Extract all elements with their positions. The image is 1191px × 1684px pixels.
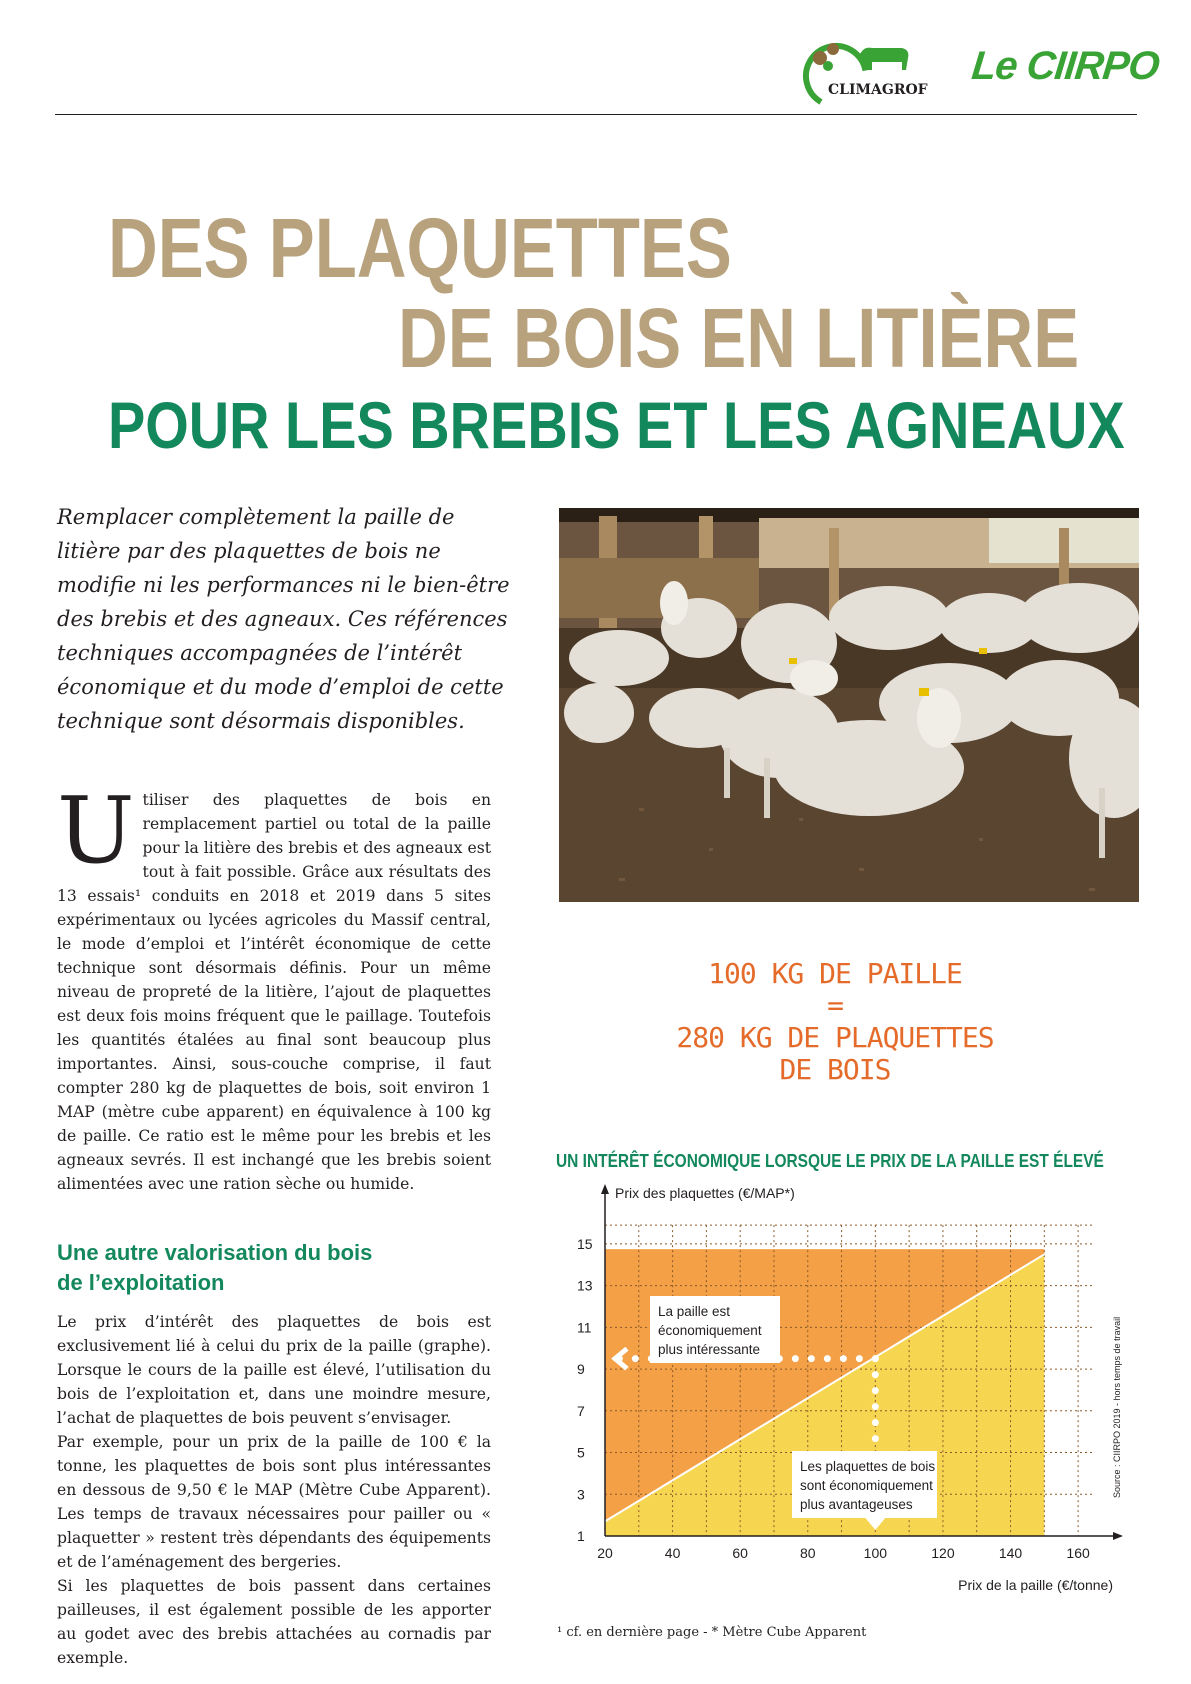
header-divider xyxy=(55,114,1137,115)
x-tick-label: 140 xyxy=(998,1545,1023,1561)
body-paragraph-2 xyxy=(57,1310,491,1670)
x-tick-label: 160 xyxy=(1066,1545,1090,1561)
page-title-line-1: DES PLAQUETTES xyxy=(108,201,732,295)
body-paragraph-3-text: Par exemple, pour un prix de la paille de 100 € la tonne, les plaquettes de bois sont plus intéressantes en dessous de 9,50 € le MAP (Mètre Cube Apparent). Les temps de travaux nécessaires pour pailler ou « plaquetter » restent très dépendants des équipements et de l’aménagement des bergeries. xyxy=(57,1433,491,1571)
callout-line-2: = xyxy=(827,989,843,1022)
region-below-label-line: Les plaquettes de bois xyxy=(800,1459,936,1474)
callout-line-4: DE BOIS xyxy=(779,1053,891,1086)
x-tick-label: 80 xyxy=(799,1545,816,1561)
climagrof-logo xyxy=(798,36,950,114)
intro-text: Remplacer complètement la paille de litière par des plaquettes de bois ne modifie ni les performances ni le bien-être des brebis et des agneaux. Ces références techniques accompagnées de l’intérêt économique et du mode d’emploi de cette technique sont désormais disponibles. xyxy=(57,505,510,733)
footnote: ¹ cf. en dernière page - * Mètre Cube Apparent xyxy=(557,1625,867,1640)
region-below-label-line: plus avantageuses xyxy=(800,1497,913,1512)
y-tick-label: 9 xyxy=(577,1361,585,1378)
y-tick-label: 7 xyxy=(577,1402,585,1419)
region-above-label-line: économiquement xyxy=(658,1323,762,1338)
region-below-label-line: sont économiquement xyxy=(800,1478,933,1493)
y-axis-title: Prix des plaquettes (€/MAP*) xyxy=(615,1185,795,1201)
x-tick-label: 60 xyxy=(732,1545,748,1561)
y-tick-label: 13 xyxy=(577,1277,593,1294)
sheep-photo xyxy=(559,508,1139,902)
key-figure-callout xyxy=(620,958,1050,1086)
section-heading-line-1: Une autre valorisation du bois xyxy=(57,1240,373,1265)
ciirpo-logo: Le CIIRPO xyxy=(969,44,1161,88)
callout-line-1: 100 KG DE PAILLE xyxy=(708,957,962,990)
x-axis-title: Prix de la paille (€/tonne) xyxy=(958,1577,1113,1593)
x-tick-label: 100 xyxy=(863,1545,888,1561)
region-above-label-line: plus intéressante xyxy=(658,1342,761,1357)
climagrof-wordmark: CLIMAGROF xyxy=(828,82,928,98)
x-axis-arrow xyxy=(1113,1532,1123,1540)
page-title-line-2: DE BOIS EN LITIÈRE xyxy=(398,291,1080,385)
body-paragraph-1-text: tiliser des plaquettes de bois en remplacement partiel ou total de la paille pour la litière des brebis et des agneaux est tout à fait possible. Grâce aux résultats des 13 essais¹ conduits en 2018 et 2019 dans 5 sites expérimentaux ou lycées agricoles du Massif central, le mode d’emploi et l’intérêt économique de cette technique sont désormais définis. Pour un même niveau de propreté de la litière, l’ajout de plaquettes est deux fois moins fréquent que le paillage. Toutefois les quantités étalées au final sont beaucoup plus importantes. Ainsi, sous-couche comprise, il faut compter 280 kg de plaquettes de bois, soit environ 1 MAP (mètre cube apparent) en équivalence à 100 kg de paille. Ce ratio est le même pour les brebis et les agneaux sevrés. Il est inchangé que les brebis soient alimentées avec une ration sèche ou humide. xyxy=(57,791,491,1193)
y-axis-arrow xyxy=(601,1184,609,1194)
region-above-label-line: La paille est xyxy=(658,1304,731,1319)
section-heading xyxy=(57,1238,497,1298)
chart-title: UN INTÉRÊT ÉCONOMIQUE LORSQUE LE PRIX DE LA PAILLE EST ÉLEVÉ xyxy=(556,1151,1104,1171)
drop-cap: U xyxy=(57,777,135,884)
body-paragraph-1 xyxy=(57,777,491,1196)
body-paragraph-2-text: Le prix d’intérêt des plaquettes de bois est exclusivement lié à celui du prix de la paille (graphe). Lorsque le cours de la paille est élevé, l’utilisation du bois de l’exploitation et, dans une moindre mesure, l’achat de plaquettes de bois peuvent s’envisager. xyxy=(57,1313,491,1427)
callout-line-3: 280 KG DE PLAQUETTES xyxy=(676,1021,994,1054)
y-tick-label: 5 xyxy=(577,1444,585,1461)
intro-lead xyxy=(57,500,517,738)
price-chart xyxy=(545,1178,1155,1623)
y-tick-label: 11 xyxy=(577,1319,592,1336)
section-heading-line-2: de l’exploitation xyxy=(57,1270,225,1295)
x-tick-label: 40 xyxy=(664,1545,681,1561)
x-tick-label: 20 xyxy=(597,1545,613,1561)
body-paragraph-4-text: Si les plaquettes de bois passent dans certaines pailleuses, il est également possible de les apporter au godet avec des brebis attachées au cornadis par exemple. xyxy=(57,1577,491,1667)
y-tick-label: 3 xyxy=(577,1486,585,1503)
y-tick-label: 1 xyxy=(577,1528,585,1544)
y-tick-label: 15 xyxy=(577,1235,593,1252)
x-tick-label: 120 xyxy=(931,1545,955,1561)
page-subtitle: POUR LES BREBIS ET LES AGNEAUX xyxy=(108,388,1125,462)
chart-source: Source : CIIRPO 2019 - hors temps de travail xyxy=(1112,1316,1122,1498)
